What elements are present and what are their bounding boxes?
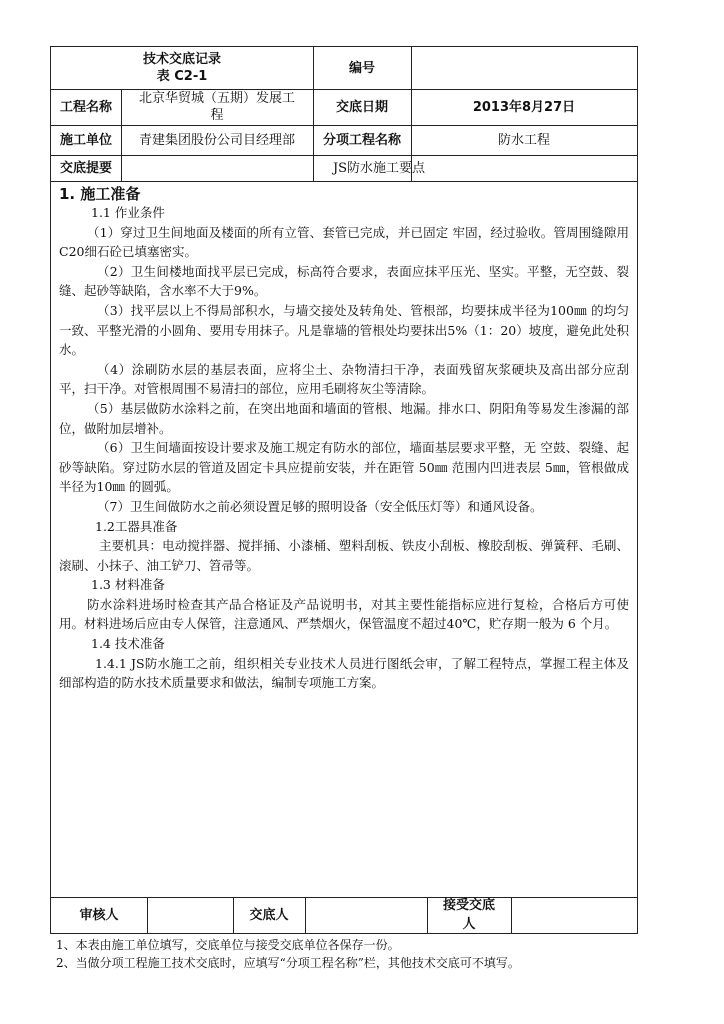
reviewer-field[interactable] bbox=[147, 897, 233, 933]
form-title bbox=[51, 47, 313, 89]
project-value: 北京华贸城（五期）发展工程 bbox=[138, 91, 295, 123]
summary-value: JS防水施工要点 bbox=[332, 160, 426, 176]
presenter-field[interactable] bbox=[305, 897, 427, 933]
subitem-label: 分项工程名称 bbox=[322, 132, 401, 148]
subsection-1-2-title: 1.2工器具准备 bbox=[95, 518, 178, 534]
paragraph: （7）卫生间做防水之前必须设置足够的照明设备（安全低压灯等）和通风设备。 bbox=[97, 498, 543, 514]
number-label: 编号 bbox=[348, 60, 375, 76]
paragraph: （1）穿过卫生间地面及楼面的所有立管、套管已完成，并已固定 牢固，经过验收。管周围缝隙用C20细石砼已填塞密实。 bbox=[59, 224, 629, 260]
paragraph: 防水涂料进场时检查其产品合格证及产品说明书，对其主要性能指标应进行复检，合格后方可使用。材料进场后应由专人保管，注意通风、严禁烟火，保管温度不超过40℃，贮存期一般为 6 个月。 bbox=[59, 596, 629, 632]
row-divider bbox=[51, 181, 637, 182]
note-2: 2、当做分项工程施工技术交底时，应填写“分项工程名称”栏，其他技术交底可不填写。 bbox=[56, 956, 520, 970]
paragraph: （2）卫生间楼地面找平层已完成，标高符合要求，表面应抹平压光、坚实。平整，无空鼓、裂缝、起砂等缺陷，含水率不大于9%。 bbox=[59, 263, 629, 299]
subsection-1-1-title: 1.1 作业条件 bbox=[91, 205, 165, 220]
form-title-line1: 技术交底记录 bbox=[142, 52, 221, 67]
summary-label: 交底提要 bbox=[59, 160, 112, 176]
paragraph: （5）基层做防水涂料之前，在突出地面和墙面的管根、地漏。排水口、阴阳角等易发生渗漏的部位，做附加层增补。 bbox=[59, 400, 629, 436]
form-notes bbox=[56, 936, 520, 972]
paragraph: 1.4.1 JS防水施工之前，组织相关专业技术人员进行图纸会审，了解工程特点，掌握工程主体及细部构造的防水技术质量要求和做法，编制专项施工方案。 bbox=[59, 655, 629, 691]
form-title-line2: 表 C2-1 bbox=[156, 69, 208, 84]
project-label: 工程名称 bbox=[59, 99, 112, 115]
disclosure-content bbox=[59, 185, 629, 693]
receiver-field[interactable] bbox=[511, 897, 637, 933]
paragraph: （6）卫生间墙面按设计要求及施工规定有防水的部位，墙面基层要求平整，无 空鼓、裂缝、起砂等缺陷。穿过防水层的管道及固定卡具应提前安装，并在距管 50㎜ 范围内凹进表层 5㎜，管根做成半径为10㎜ 的圆弧。 bbox=[59, 440, 629, 495]
subsection-1-3-title: 1.3 材料准备 bbox=[91, 577, 165, 593]
section-title: 1. 施工准备 bbox=[59, 185, 141, 203]
subsection-1-4-title: 1.4 技术准备 bbox=[91, 636, 165, 652]
paragraph: 主要机具：电动搅拌器、搅拌捅、小漆桶、塑料刮板、铁皮小刮板、橡胶刮板、弹簧秤、毛刷、滚刷、小抹子、油工铲刀、笤帚等。 bbox=[59, 538, 629, 573]
paragraph: （3）找平层以上不得局部积水，与墙交接处及转角处、管根部，均要抹成半径为100㎜ 的均匀一致、平整光滑的小圆角、要用专用抹子。凡是靠墙的管根处均要抹出5%（1：20）坡度，避免此处积水。 bbox=[59, 302, 629, 358]
presenter-label: 交底人 bbox=[249, 907, 289, 923]
paragraph: （4）涂刷防水层的基层表面，应将尘土、杂物清扫干净，表面残留灰浆硬块及高出部分应刮平，扫干净。对管根周围不易清扫的部位，应用毛刷将灰尘等清除。 bbox=[59, 361, 629, 397]
disclosure-form bbox=[50, 46, 638, 934]
receiver-label: 接受交底人 bbox=[442, 898, 495, 932]
date-value: 2013年8月27日 bbox=[472, 99, 576, 115]
number-field[interactable] bbox=[411, 47, 637, 89]
unit-value: 青建集团股份公司目经理部 bbox=[138, 132, 295, 148]
unit-label: 施工单位 bbox=[59, 132, 112, 148]
date-label: 交底日期 bbox=[335, 99, 388, 115]
subitem-value: 防水工程 bbox=[497, 132, 550, 148]
note-1: 1、本表由施工单位填写，交底单位与接受交底单位各保存一份。 bbox=[56, 938, 400, 952]
reviewer-label: 审核人 bbox=[79, 907, 119, 923]
